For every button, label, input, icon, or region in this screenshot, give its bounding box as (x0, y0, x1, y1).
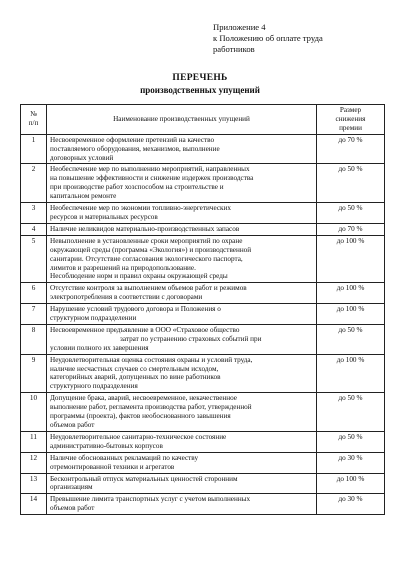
description-line: структурного подразделения (50, 382, 138, 391)
row-reduction-size: до 100 % (317, 354, 385, 393)
description-line: поставляемого оборудования, механизмов, выполнение (50, 144, 220, 153)
row-description (47, 473, 317, 494)
description-line: программы (проекта), фактов необоснованного завышения (50, 412, 231, 421)
description-line: ресурсов и материальных ресурсов (50, 212, 158, 221)
row-description (47, 324, 317, 354)
description-line: выполнение работ, регламента производства работ, утвержденной (50, 403, 252, 412)
row-description (47, 283, 317, 304)
appendix-line: работников (213, 44, 255, 54)
row-description (47, 494, 317, 515)
row-description (47, 164, 317, 203)
description-line: Неудовлетворительная оценка состояния охраны и условий труда, (50, 355, 253, 364)
row-number: 12 (21, 452, 47, 473)
description-line: капитальном ремонте (50, 192, 117, 201)
row-number: 14 (21, 494, 47, 515)
row-reduction-size: до 50 % (317, 164, 385, 203)
description-line: Отсутствие контроля за выполнением объемов работ и режимов (50, 284, 247, 293)
description-line: Наличие обоснованных рекламаций по качеству (50, 453, 199, 462)
row-number: 11 (21, 431, 47, 452)
description-line: Несвоевременное предъявление в ООО «Страховое общество (50, 325, 240, 334)
description-line: структурном подразделении (50, 314, 137, 323)
row-number: 13 (21, 473, 47, 494)
description-line: лимитов и разрешений на природопользование. (50, 263, 196, 272)
description-line: электропотребления в соответствии с договорами (50, 293, 203, 302)
description-line: категорийных аварий, допущенных по вине работников (50, 373, 221, 382)
row-description (47, 134, 317, 164)
appendix-line: к Положению об оплате труда (213, 33, 323, 43)
description-line: отремонтированной техники и агрегатов (50, 462, 175, 471)
row-description (47, 223, 317, 235)
row-number: 2 (21, 164, 47, 203)
table-header-row (21, 105, 385, 135)
row-number: 1 (21, 134, 47, 164)
appendix-note (213, 22, 393, 55)
row-number: 8 (21, 324, 47, 354)
row-reduction-size: до 100 % (317, 283, 385, 304)
table-row (21, 393, 385, 432)
table-row (21, 164, 385, 203)
description-line: при производстве работ хозспособом на строительстве и (50, 183, 224, 192)
table-row (21, 431, 385, 452)
description-line: на повышение эффективности и снижение издержек производства (50, 174, 254, 183)
row-reduction-size: до 100 % (317, 473, 385, 494)
description-line: Наличие неликвидов материально-производственных запасов (50, 224, 240, 233)
description-line: Невыполнение в установленные сроки мероприятий по охране (50, 236, 243, 245)
row-description (47, 452, 317, 473)
row-reduction-size: до 50 % (317, 203, 385, 224)
omissions-table (20, 104, 385, 515)
description-line: Нарушение условий трудового договора и Положения о (50, 305, 221, 314)
description-line: организациям (50, 483, 93, 492)
description-line: объемов работ (50, 421, 95, 429)
description-line: Несоблюдение норм и правил охраны окружающей среды (50, 272, 228, 281)
row-description (47, 203, 317, 224)
description-line: Превышение лимита транспортных услуг с учетом выполненных (50, 495, 251, 504)
row-number: 10 (21, 393, 47, 432)
description-line: Необеспечение мер по выполнению мероприятий, направленных (50, 165, 250, 174)
table-row (21, 324, 385, 354)
row-description (47, 304, 317, 325)
row-number: 6 (21, 283, 47, 304)
description-line: санитарии. Отсутствие согласования экологического паспорта, (50, 254, 243, 263)
appendix-line: Приложение 4 (213, 22, 266, 32)
table-row (21, 223, 385, 235)
header-name: Наименование производственных упущений (47, 105, 317, 135)
description-line: Допущение брака, аварий, несвоевременное, некачественное (50, 394, 237, 403)
row-number: 9 (21, 354, 47, 393)
row-reduction-size: до 30 % (317, 494, 385, 515)
description-line: Бесконтрольный отпуск материальных ценностей сторонним (50, 474, 238, 483)
description-line: объемов работ (50, 504, 95, 513)
row-reduction-size: до 50 % (317, 324, 385, 354)
row-reduction-size: до 50 % (317, 431, 385, 452)
header-number: № п/п (21, 105, 47, 135)
title-sub: производственных упущений (140, 85, 260, 95)
row-reduction-size: до 30 % (317, 452, 385, 473)
row-reduction-size: до 100 % (317, 235, 385, 283)
header-size: Размер снижения премии (317, 105, 385, 135)
table-row (21, 494, 385, 515)
table-row (21, 354, 385, 393)
description-line: Неудовлетворительное санитарно-техническое состояние (50, 432, 227, 441)
row-reduction-size: до 70 % (317, 134, 385, 164)
table-row (21, 235, 385, 283)
row-description (47, 354, 317, 393)
description-line: административно-бытовых корпусов (50, 441, 163, 450)
row-reduction-size: до 100 % (317, 304, 385, 325)
row-description (47, 431, 317, 452)
table-row (21, 304, 385, 325)
title-main: ПЕРЕЧЕНЬ (172, 73, 228, 83)
description-line: условии полного их завершения (50, 343, 149, 352)
row-number: 4 (21, 223, 47, 235)
row-reduction-size: до 50 % (317, 393, 385, 432)
description-line: наличие несчастных случаев со смертельным исходом, (50, 364, 219, 373)
row-description (47, 393, 317, 432)
table-body (21, 134, 385, 514)
row-reduction-size: до 70 % (317, 223, 385, 235)
table-row (21, 473, 385, 494)
description-line: затрат по устранению страховых событий при (120, 334, 262, 343)
document-title (0, 72, 400, 96)
table-row (21, 452, 385, 473)
row-description (47, 235, 317, 283)
table-row (21, 203, 385, 224)
description-line: Необеспечение мер по экономии топливно-энергетических (50, 204, 231, 213)
description-line: договорных условий (50, 153, 114, 162)
table-row (21, 134, 385, 164)
row-number: 7 (21, 304, 47, 325)
description-line: окружающей среды (программа «Экология») и производственной (50, 245, 252, 254)
table-row (21, 283, 385, 304)
row-number: 3 (21, 203, 47, 224)
description-line: Несвоевременное оформление претензий на качество (50, 135, 215, 144)
row-number: 5 (21, 235, 47, 283)
